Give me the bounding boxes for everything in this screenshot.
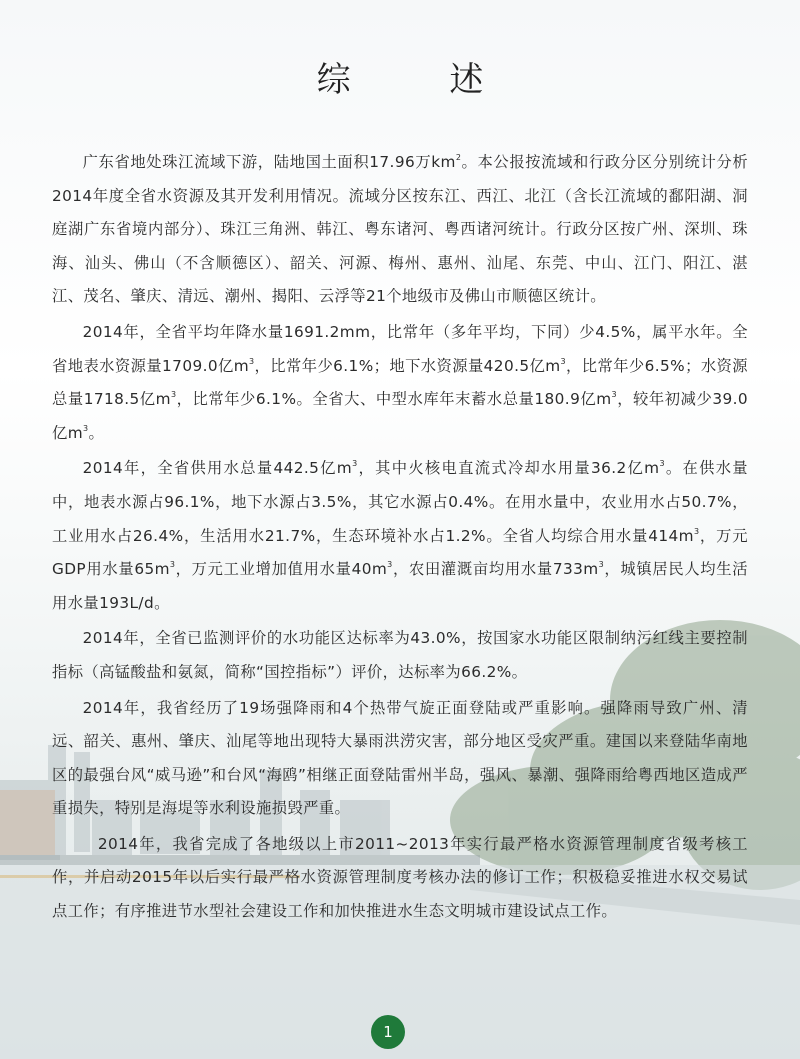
unit-superscript: 3 (249, 356, 255, 366)
page-number-badge: 1 (371, 1015, 405, 1049)
document-body (52, 146, 748, 931)
unit-superscript: 2 (455, 153, 462, 162)
unit-superscript: 3 (352, 459, 358, 469)
unit-superscript: 3 (387, 560, 393, 570)
unit-superscript: 3 (598, 560, 605, 570)
unit-superscript: 3 (169, 560, 176, 570)
paragraph-water-resources: 2014年，全省平均年降水量1691.2mm，比常年（多年平均，下同）少4.5%，属平水年。全省地表水资源量1709.0亿$m^3$，比常年少6.1%；地下水资源量420.5亿$m^3$，比常年少6.5%；水资源总量1718.5亿$m^3$，比常年少6.1%。全省大、中型水库年末蓄水总量180.9亿$m^3$，较年初减少39.0亿$m^3$。 (52, 322, 748, 442)
paragraph-overview: 广东省地处珠江流域下游，陆地国土面积17.96万$km^2$。本公报按流域和行政分区分别统计分析2014年度全省水资源及其开发利用情况。流域分区按东江、西江、北江（含长江流域的鄱阳湖、洞庭湖广东省境内部分）、珠江三角洲、韩江、粤东诸河、粤西诸河统计。行政分区按广州、深圳、珠海、汕头、佛山（不含顺德区）、韶关、河源、梅州、惠州、汕尾、东莞、中山、江门、阳江、湛江、茂名、肇庆、清远、潮州、揭阳、云浮等21个地级市及佛山市顺德区统计。 (52, 153, 749, 306)
unit-superscript: 3 (611, 390, 618, 400)
page-title: 综 述 (316, 60, 528, 100)
paragraph-water-quality: 2014年，全省已监测评价的水功能区达标率为43.0%，按国家水功能区限制纳污红线主要控制指标（高锰酸盐和氨氮，简称“国控指标”）评价，达标率为66.2%。 (52, 629, 748, 681)
unit-superscript: 3 (659, 459, 665, 469)
paragraph-management: 2014年，我省完成了各地级以上市2011~2013年实行最严格水资源管理制度省级考核工作，并启动2015年以后实行最严格水资源管理制度考核办法的修订工作；积极稳妥推进水权交易试点工作；有序推进节水型社会建设工作和加快推进水生态文明城市建设试点工作。 (52, 834, 748, 921)
unit-superscript: 3 (560, 356, 567, 366)
unit-superscript: 3 (170, 390, 177, 400)
paragraph-disasters: 2014年，我省经历了19场强降雨和4个热带气旋正面登陆或严重影响。强降雨导致广州、清远、韶关、惠州、肇庆、汕尾等地出现特大暴雨洪涝灾害，部分地区受灾严重。建国以来登陆华南地区的最强台风“威马逊”和台风“海鸥”相继正面登陆雷州半岛，强风、暴潮、强降雨给粤西地区造成严重损失，特别是海堤等水利设施损毁严重。 (52, 698, 748, 818)
unit-superscript: 3 (693, 526, 700, 536)
paragraph-water-use: 2014年，全省供用水总量442.5亿$m^3$，其中火核电直流式冷却水用量36.2亿$m^3$。在供水量中，地表水源占96.1%，地下水源占3.5%，其它水源占0.4%。在用水量中，农业用水占50.7%，工业用水占26.4%，生活用水21.7%，生态环境补水占1.2%。全省人均综合用水量$414m^3$，万元GDP用水量$65m^3$，万元工业增加值用水量$40m^3$，农田灌溉亩均用水量$733m^3$，城镇居民人均生活用水量193L/d。 (52, 459, 748, 612)
unit-superscript: 3 (83, 423, 89, 433)
